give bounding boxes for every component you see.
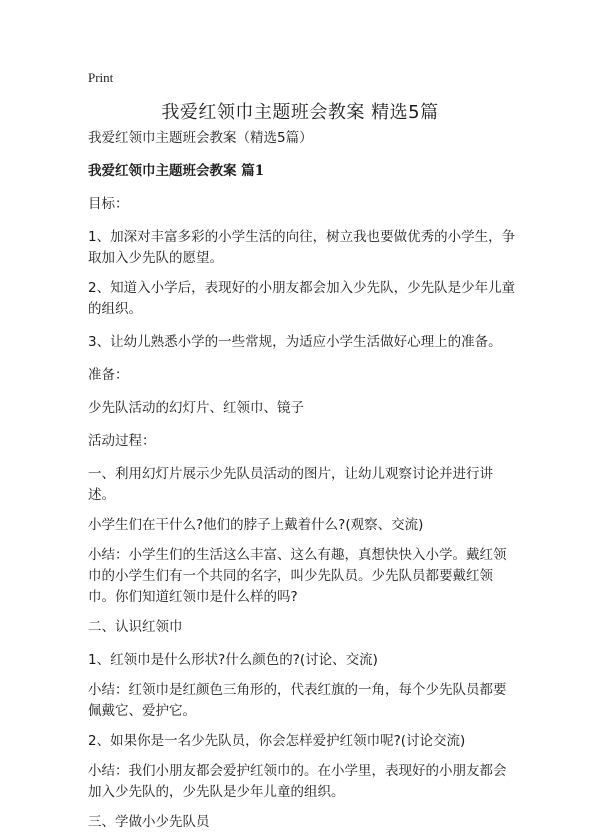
paragraph-goal-label: 目标： [88,196,129,212]
paragraph-question-3: 2、如果你是一名少先队员，你会怎样爱护红领巾呢?(讨论交流) [88,733,466,749]
page-title: 我爱红领巾主题班会教案 精选5篇 [161,102,439,123]
paragraph-question-1: 小学生们在干什么?他们的脖子上戴着什么?(观察、交流) [88,517,424,533]
paragraph-prep-items: 少先队活动的幻灯片、红领巾、镜子 [88,400,304,416]
paragraph-goal-1: 1、加深对丰富多彩的小学生活的向往，树立我也要做优秀的小学生，争取加入少先队的愿望。 [88,229,516,266]
print-link[interactable]: Print [88,70,114,85]
section-heading: 我爱红领巾主题班会教案 篇1 [88,163,265,179]
subtitle: 我爱红领巾主题班会教案（精选5篇） [88,130,313,146]
paragraph-summary-3: 小结：我们小朋友都会爱护红领巾的。在小学里，表现好的小朋友都会加入少先队的，少先队是少年儿童的组织。 [88,763,507,800]
document-body [88,128,518,833]
paragraph-step-2: 二、认识红领巾 [88,619,183,635]
paragraph-summary-2: 小结：红领巾是红颜色三角形的，代表红旗的一角，每个少先队员都要佩戴它、爱护它。 [88,682,507,719]
paragraph-question-2: 1、红领巾是什么形状?什么颜色的?(讨论、交流) [88,652,378,668]
paragraph-summary-1: 小结：小学生们的生活这么丰富、这么有趣，真想快快入小学。戴红领巾的小学生们有一个共同的名字，叫少先队员。少先队员都要戴红领巾。你们知道红领巾是什么样的吗? [88,547,507,605]
paragraph-prep-label: 准备： [88,367,129,383]
paragraph-process-label: 活动过程： [88,433,156,449]
paragraph-goal-2: 2、知道入小学后，表现好的小朋友都会加入少先队，少先队是少年儿童的组织。 [88,280,516,317]
paragraph-step-1: 一、利用幻灯片展示少先队员活动的图片，让幼儿观察讨论并进行讲述。 [88,466,493,503]
paragraph-goal-3: 3、让幼儿熟悉小学的一些常规，为适应小学生活做好心理上的准备。 [88,334,502,350]
paragraph-step-3: 三、学做小少先队员 [88,814,210,830]
